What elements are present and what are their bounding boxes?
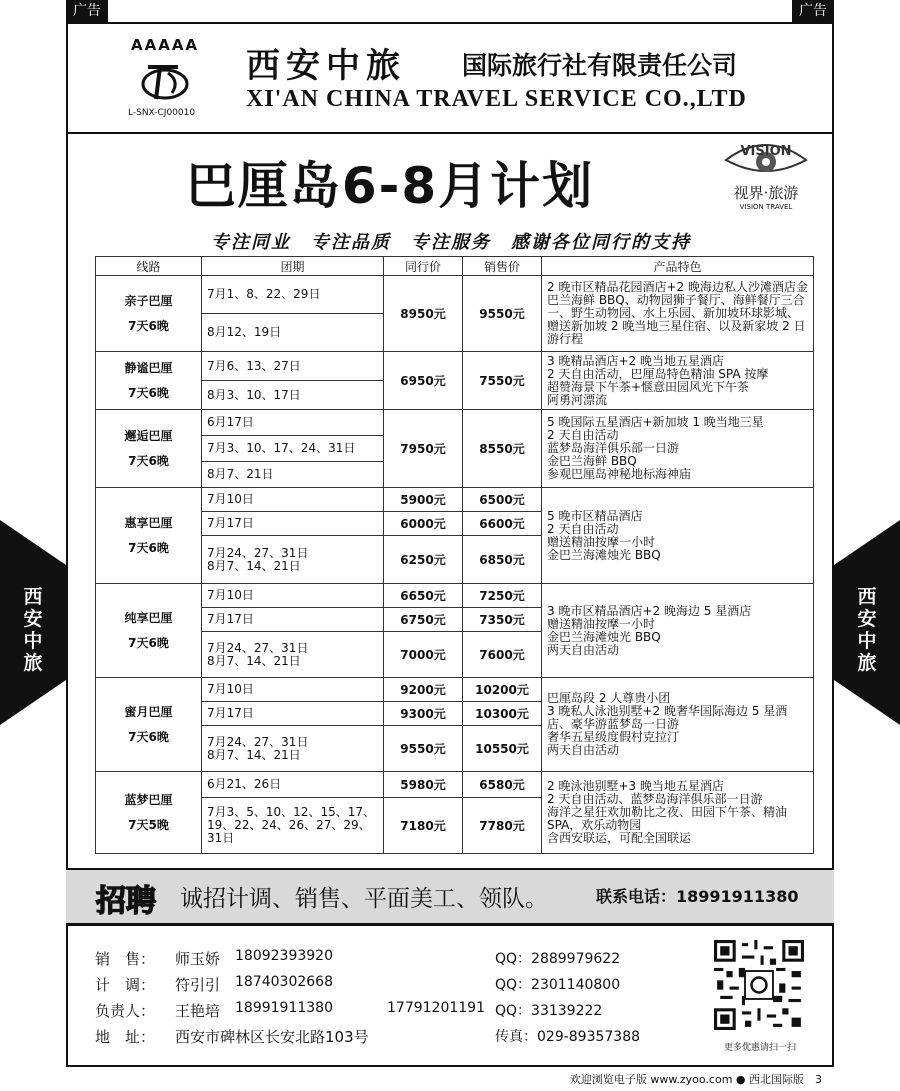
feature-line: 金巴兰海滩烛光 BBQ: [547, 629, 661, 644]
side-banner-left: [0, 520, 66, 725]
contact-label: 地 址：: [95, 1028, 156, 1046]
date-line: 7月24、27、31日: [207, 734, 309, 749]
company-name-en: XI'AN CHINA TRAVEL SERVICE CO.,LTD: [246, 86, 747, 112]
vision-logo-cn: 视界·旅游: [733, 184, 799, 202]
header-sale-price: 销售价: [463, 257, 542, 276]
header-features: 产品特色: [542, 257, 814, 276]
table-row: [96, 678, 814, 702]
dates-cell: [202, 314, 384, 352]
features-cell: [542, 772, 814, 854]
peer-price: 5900元: [384, 488, 463, 512]
route-name: 纯享巴厘: [124, 610, 173, 625]
peer-price: 9200元: [384, 678, 463, 702]
date-line: 8月12、19日: [207, 325, 282, 339]
side-char: 中: [23, 630, 43, 652]
contact-fax: 传真：029-89357388: [495, 1029, 641, 1045]
contact-phone-2: 17791201191: [387, 1000, 485, 1016]
dates-cell: [202, 726, 384, 772]
side-banner-left-text: [0, 586, 66, 674]
feature-line: 阿勇河漂流: [547, 392, 608, 407]
vision-travel-logo: [716, 138, 816, 211]
feature-line: 金巴兰海滩烛光 BBQ: [547, 547, 661, 562]
date-line: 7月24、27、31日: [207, 545, 309, 560]
route-name: 蜜月巴厘: [124, 704, 173, 719]
date-line: 6月21、26日: [207, 777, 282, 791]
contact-phone: 18991911380: [235, 1000, 333, 1016]
date-line: 7月6、13、27日: [207, 358, 301, 373]
dates-cell: [202, 536, 384, 584]
sale-price: 6580元: [463, 772, 542, 798]
peer-price: 6750元: [384, 608, 463, 632]
dates-cell: [202, 410, 384, 436]
dates-cell: [202, 772, 384, 798]
table-row: [96, 584, 814, 608]
dates-cell: [202, 678, 384, 702]
features-cell: [542, 584, 814, 678]
dates-cell: [202, 584, 384, 608]
feature-line: 2 天自由活动: [547, 428, 619, 442]
contact-qq: QQ：33139222: [495, 1003, 603, 1019]
peer-price: 6000元: [384, 512, 463, 536]
route-duration: 7天6晚: [128, 385, 169, 400]
feature-line: 2 晚市区精品花园酒店+2 晚海边私人沙滩酒店金巴兰海鲜 BBQ、动物园狮子餐厅、海鲜餐厅三合一、野生动物园、水上乐园、新加坡环球影城、赠送新加坡 2 晚当地三星住宿、以及新家坡 2 日游行程: [547, 280, 808, 346]
date-line: 7月17日: [207, 612, 254, 626]
feature-line: 含西安联运，可配全国联运: [547, 831, 692, 845]
route-name: 邂逅巴厘: [124, 428, 173, 443]
route-name: 静谧巴厘: [124, 360, 173, 375]
feature-line: 奢华五星级度假村克拉汀: [547, 730, 680, 744]
date-line: 7月10日: [207, 682, 254, 696]
sale-price: 10550元: [463, 726, 542, 772]
feature-line: 2 天自由活动，巴厘岛特色精油 SPA 按摩: [547, 366, 769, 381]
contact-address: 西安市碑林区长安北路103号: [175, 1028, 369, 1046]
feature-line: 金巴兰海鲜 BBQ: [547, 454, 637, 468]
sale-price: 7250元: [463, 584, 542, 608]
table-row: [96, 276, 814, 314]
feature-line: 赠送精油按摩一小时: [547, 534, 656, 549]
peer-price: 5980元: [384, 772, 463, 798]
contact-name: 符引引: [175, 976, 221, 994]
header-route: 线路: [96, 257, 202, 276]
feature-line: 赠送精油按摩一小时: [547, 616, 656, 631]
vision-mark-text: VISION: [740, 144, 792, 159]
peer-price: 6950元: [384, 352, 463, 410]
date-line: 8月3、10、17日: [207, 387, 301, 402]
contact-qq: QQ：2889979622: [495, 951, 621, 967]
dates-cell: [202, 381, 384, 410]
date-line: 7月17日: [207, 516, 254, 530]
feature-line: 2 天自由活动: [547, 521, 619, 536]
date-line: 7月3、10、17、24、31日: [207, 441, 356, 455]
route-duration: 7天6晚: [128, 635, 169, 650]
sale-price: 10300元: [463, 702, 542, 726]
date-line: 8月7、14、21日: [207, 653, 301, 668]
feature-line: 3 晚精品酒店+2 晚当地五星酒店: [547, 353, 724, 368]
sale-price: 10200元: [463, 678, 542, 702]
route-name-cell: [96, 678, 202, 772]
date-line: 7月17日: [207, 706, 254, 720]
feature-line: 3 晚市区精品酒店+2 晚海边 5 星酒店: [547, 603, 752, 618]
side-char: 西: [857, 586, 877, 608]
dates-cell: [202, 352, 384, 381]
side-char: 旅: [857, 652, 877, 674]
feature-line: 两天自由活动: [547, 642, 620, 657]
features-cell: [542, 276, 814, 352]
feature-line: 海洋之星狂欢加勒比之夜、田园下午茶、精油 SPA，欢乐动物园: [547, 805, 788, 832]
feature-line: 蓝梦岛海洋俱乐部一日游: [547, 441, 680, 455]
sale-price: 7550元: [463, 352, 542, 410]
cts-logo-icon: [138, 57, 192, 105]
sale-price: 7780元: [463, 798, 542, 854]
route-name-cell: [96, 410, 202, 488]
contact-label: 销 售：: [95, 950, 156, 968]
dates-cell: [202, 462, 384, 488]
feature-line: 5 晚国际五星酒店+新加坡 1 晚当地三星: [547, 415, 764, 429]
date-line: 7月10日: [207, 492, 254, 506]
vision-eye-icon: [721, 138, 811, 182]
route-name-cell: [96, 352, 202, 410]
route-name-cell: [96, 276, 202, 352]
route-duration: 7天6晚: [128, 729, 169, 744]
header-peer-price: 同行价: [384, 257, 463, 276]
sale-price: 6850元: [463, 536, 542, 584]
side-char: 中: [857, 630, 877, 652]
route-name: 蓝梦巴厘: [124, 792, 173, 807]
table-row: [96, 410, 814, 436]
peer-price: 7950元: [384, 410, 463, 488]
peer-price: 9550元: [384, 726, 463, 772]
side-char: 西: [23, 586, 43, 608]
date-line: 7月24、27、31日: [207, 640, 309, 655]
dates-cell: [202, 608, 384, 632]
peer-price: 8950元: [384, 276, 463, 352]
sale-price: 6600元: [463, 512, 542, 536]
date-line: 7月1、8、22、29日: [207, 287, 321, 301]
page-title: 巴厘岛6-8月计划: [185, 157, 595, 215]
routes-table: [95, 256, 814, 854]
hiring-banner: [66, 868, 834, 926]
sale-price: 7350元: [463, 608, 542, 632]
page-footer: 欢迎浏览电子版 www.zyoo.com ● 西北国际版 3: [569, 1073, 822, 1086]
company-header: [66, 22, 834, 134]
feature-line: 巴厘岛段 2 人尊贵小团: [547, 691, 671, 705]
route-name: 亲子巴厘: [124, 293, 173, 308]
hiring-text: 诚招计调、销售、平面美工、领队。: [180, 886, 548, 912]
contact-phone: 18740302668: [235, 974, 333, 990]
slogan: 专注同业 专注品质 专注服务 感谢各位同行的支持: [211, 232, 691, 253]
peer-price: 6650元: [384, 584, 463, 608]
date-line: 6月17日: [207, 415, 254, 429]
contact-name: 师玉娇: [175, 950, 221, 968]
route-duration: 7天6晚: [128, 318, 169, 333]
feature-line: 2 晚泳池别墅+3 晚当地五星酒店: [547, 779, 724, 793]
contact-label: 计 调：: [95, 976, 156, 994]
license-number: L-SNX-CJ00010: [128, 108, 196, 118]
qr-code-icon[interactable]: [714, 940, 804, 1030]
feature-line: 参观巴厘岛神秘地标海神庙: [547, 467, 692, 481]
date-line: 7月3、5、10、12、15、17、19、22、24、26、27、29、31日: [207, 805, 375, 845]
hiring-contact: 联系电话：18991911380: [596, 887, 799, 906]
date-line: 8月7、14、21日: [207, 747, 301, 762]
table-row: [96, 772, 814, 798]
sale-price: 7600元: [463, 632, 542, 678]
vision-logo-en: VISION TRAVEL: [739, 203, 793, 211]
side-banner-right: [834, 520, 900, 725]
dates-cell: [202, 798, 384, 854]
date-line: 7月10日: [207, 588, 254, 602]
dates-cell: [202, 702, 384, 726]
route-duration: 7天6晚: [128, 453, 169, 468]
dates-cell: [202, 512, 384, 536]
dates-cell: [202, 632, 384, 678]
rating-stars: AAAAA: [131, 36, 200, 54]
hiring-badge: 招聘: [96, 884, 156, 919]
sale-price: 9550元: [463, 276, 542, 352]
header-dates: 团期: [202, 257, 384, 276]
contact-label: 负责人：: [95, 1002, 156, 1020]
dates-cell: [202, 436, 384, 462]
date-line: 8月7、14、21日: [207, 558, 301, 573]
peer-price: 6250元: [384, 536, 463, 584]
peer-price: 7000元: [384, 632, 463, 678]
ad-tag-right: 广告: [792, 0, 834, 22]
route-name-cell: [96, 488, 202, 584]
feature-line: 2 天自由活动、蓝梦岛海洋俱乐部一日游: [547, 792, 763, 806]
features-cell: [542, 352, 814, 410]
side-char: 安: [857, 608, 877, 630]
contact-phone: 18092393920: [235, 948, 333, 964]
feature-line: 3 晚私人泳池别墅+2 晚奢华国际海边 5 星酒店、豪华游蓝梦岛一日游: [547, 704, 788, 731]
features-cell: [542, 488, 814, 584]
route-name-cell: [96, 584, 202, 678]
peer-price: 9300元: [384, 702, 463, 726]
route-name-cell: [96, 772, 202, 854]
contact-qq: QQ：2301140800: [495, 977, 621, 993]
dates-cell: [202, 488, 384, 512]
ad-tag-left: 广告: [66, 0, 108, 22]
peer-price: 7180元: [384, 798, 463, 854]
dates-cell: [202, 276, 384, 314]
qr-caption: 更多优惠请扫一扫: [723, 1043, 796, 1053]
company-brand-cn: 西安中旅: [246, 46, 406, 86]
side-banner-right-text: [834, 586, 900, 674]
route-duration: 7天6晚: [128, 540, 169, 555]
feature-line: 超赞海景下午茶+惬意田园风光下午茶: [547, 379, 750, 394]
table-row: [96, 352, 814, 381]
route-name: 惠享巴厘: [124, 515, 173, 530]
side-char: 安: [23, 608, 43, 630]
feature-line: 5 晚市区精品酒店: [547, 508, 643, 523]
feature-line: 两天自由活动: [547, 743, 620, 757]
route-duration: 7天5晚: [128, 817, 169, 832]
table-header-row: [96, 257, 814, 276]
date-line: 8月7、21日: [207, 467, 274, 481]
features-cell: [542, 410, 814, 488]
sale-price: 6500元: [463, 488, 542, 512]
side-char: 旅: [23, 652, 43, 674]
sale-price: 8550元: [463, 410, 542, 488]
contact-name: 王艳培: [175, 1002, 221, 1020]
company-name-cn: 国际旅行社有限责任公司: [462, 51, 738, 80]
table-row: [96, 488, 814, 512]
features-cell: [542, 678, 814, 772]
